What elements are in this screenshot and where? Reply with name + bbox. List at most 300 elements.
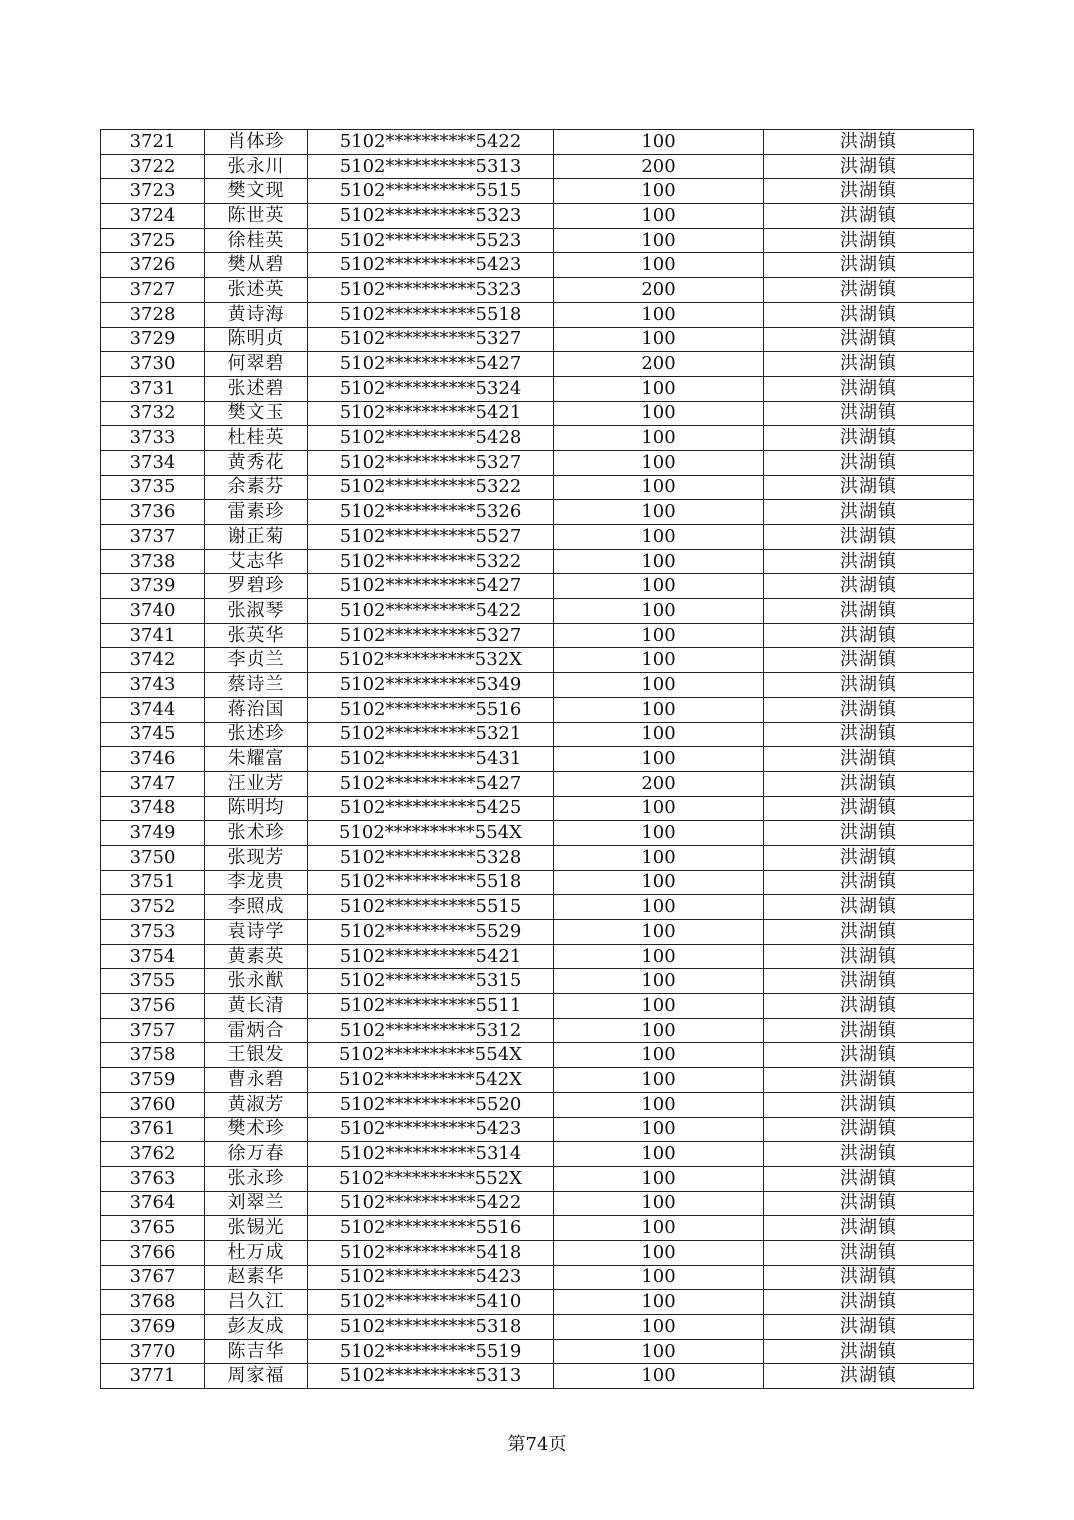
amount-cell: 200 — [554, 771, 764, 796]
town-cell: 洪湖镇 — [764, 623, 974, 648]
town-cell: 洪湖镇 — [764, 1290, 974, 1315]
name-cell: 樊术珍 — [205, 1117, 308, 1142]
id-number-cell: 5102**********5519 — [308, 1339, 554, 1364]
name-cell: 何翠碧 — [205, 352, 308, 377]
serial-cell: 3723 — [101, 179, 205, 204]
amount-cell: 100 — [554, 1315, 764, 1340]
town-cell: 洪湖镇 — [764, 1315, 974, 1340]
amount-cell: 100 — [554, 895, 764, 920]
id-number-cell: 5102**********5315 — [308, 969, 554, 994]
id-number-cell: 5102**********5422 — [308, 1191, 554, 1216]
name-cell: 朱耀富 — [205, 747, 308, 772]
amount-cell: 100 — [554, 130, 764, 155]
amount-cell: 100 — [554, 944, 764, 969]
amount-cell: 100 — [554, 1364, 764, 1389]
town-cell: 洪湖镇 — [764, 1068, 974, 1093]
id-number-cell: 5102**********5427 — [308, 574, 554, 599]
id-number-cell: 5102**********5327 — [308, 450, 554, 475]
table-row — [101, 1166, 974, 1191]
name-cell: 黄秀花 — [205, 450, 308, 475]
serial-cell: 3769 — [101, 1315, 205, 1340]
name-cell: 樊文现 — [205, 179, 308, 204]
id-number-cell: 5102**********5318 — [308, 1315, 554, 1340]
table-row — [101, 747, 974, 772]
serial-cell: 3721 — [101, 130, 205, 155]
table-row — [101, 1265, 974, 1290]
id-number-cell: 5102**********5423 — [308, 253, 554, 278]
serial-cell: 3731 — [101, 376, 205, 401]
amount-cell: 100 — [554, 845, 764, 870]
table-row — [101, 1240, 974, 1265]
table-row — [101, 920, 974, 945]
name-cell: 张永川 — [205, 154, 308, 179]
amount-cell: 100 — [554, 450, 764, 475]
town-cell: 洪湖镇 — [764, 500, 974, 525]
table-row — [101, 771, 974, 796]
amount-cell: 100 — [554, 204, 764, 229]
serial-cell: 3738 — [101, 549, 205, 574]
table-row — [101, 1191, 974, 1216]
id-number-cell: 5102**********5428 — [308, 426, 554, 451]
name-cell: 杜桂英 — [205, 426, 308, 451]
serial-cell: 3763 — [101, 1166, 205, 1191]
table-row — [101, 154, 974, 179]
serial-cell: 3736 — [101, 500, 205, 525]
name-cell: 李照成 — [205, 895, 308, 920]
name-cell: 黄素英 — [205, 944, 308, 969]
town-cell: 洪湖镇 — [764, 845, 974, 870]
table-row — [101, 130, 974, 155]
id-number-cell: 5102**********5516 — [308, 697, 554, 722]
amount-cell: 100 — [554, 920, 764, 945]
amount-cell: 100 — [554, 1265, 764, 1290]
amount-cell: 100 — [554, 574, 764, 599]
serial-cell: 3733 — [101, 426, 205, 451]
name-cell: 蔡诗兰 — [205, 673, 308, 698]
amount-cell: 100 — [554, 1043, 764, 1068]
id-number-cell: 5102**********5312 — [308, 1018, 554, 1043]
name-cell: 谢正菊 — [205, 525, 308, 550]
id-number-cell: 5102**********5518 — [308, 870, 554, 895]
town-cell: 洪湖镇 — [764, 352, 974, 377]
amount-cell: 100 — [554, 426, 764, 451]
table-row — [101, 1216, 974, 1241]
amount-cell: 100 — [554, 1339, 764, 1364]
serial-cell: 3747 — [101, 771, 205, 796]
amount-cell: 100 — [554, 500, 764, 525]
serial-cell: 3732 — [101, 401, 205, 426]
name-cell: 张英华 — [205, 623, 308, 648]
town-cell: 洪湖镇 — [764, 870, 974, 895]
name-cell: 张述碧 — [205, 376, 308, 401]
town-cell: 洪湖镇 — [764, 895, 974, 920]
amount-cell: 100 — [554, 796, 764, 821]
table-row — [101, 648, 974, 673]
town-cell: 洪湖镇 — [764, 450, 974, 475]
serial-cell: 3765 — [101, 1216, 205, 1241]
table-row — [101, 895, 974, 920]
amount-cell: 100 — [554, 253, 764, 278]
amount-cell: 100 — [554, 1068, 764, 1093]
serial-cell: 3759 — [101, 1068, 205, 1093]
name-cell: 陈明贞 — [205, 327, 308, 352]
amount-cell: 100 — [554, 623, 764, 648]
id-number-cell: 5102**********5324 — [308, 376, 554, 401]
table-row — [101, 401, 974, 426]
amount-cell: 100 — [554, 673, 764, 698]
serial-cell: 3744 — [101, 697, 205, 722]
serial-cell: 3767 — [101, 1265, 205, 1290]
id-number-cell: 5102**********5321 — [308, 722, 554, 747]
town-cell: 洪湖镇 — [764, 673, 974, 698]
serial-cell: 3735 — [101, 475, 205, 500]
serial-cell: 3727 — [101, 278, 205, 303]
amount-cell: 100 — [554, 1142, 764, 1167]
town-cell: 洪湖镇 — [764, 1117, 974, 1142]
amount-cell: 100 — [554, 1018, 764, 1043]
name-cell: 陈世英 — [205, 204, 308, 229]
serial-cell: 3743 — [101, 673, 205, 698]
page-number: 第74页 — [507, 1434, 567, 1455]
serial-cell: 3764 — [101, 1191, 205, 1216]
id-number-cell: 5102**********5349 — [308, 673, 554, 698]
town-cell: 洪湖镇 — [764, 722, 974, 747]
town-cell: 洪湖镇 — [764, 1364, 974, 1389]
id-number-cell: 5102**********5431 — [308, 747, 554, 772]
name-cell: 陈吉华 — [205, 1339, 308, 1364]
town-cell: 洪湖镇 — [764, 1142, 974, 1167]
town-cell: 洪湖镇 — [764, 796, 974, 821]
name-cell: 袁诗学 — [205, 920, 308, 945]
table-row — [101, 1018, 974, 1043]
id-number-cell: 5102**********5515 — [308, 179, 554, 204]
name-cell: 蒋治国 — [205, 697, 308, 722]
id-number-cell: 5102**********5328 — [308, 845, 554, 870]
town-cell: 洪湖镇 — [764, 327, 974, 352]
id-number-cell: 5102**********5314 — [308, 1142, 554, 1167]
serial-cell: 3748 — [101, 796, 205, 821]
table-row — [101, 1068, 974, 1093]
serial-cell: 3746 — [101, 747, 205, 772]
name-cell: 汪业芳 — [205, 771, 308, 796]
table-body — [101, 130, 974, 1389]
id-number-cell: 5102**********5527 — [308, 525, 554, 550]
town-cell: 洪湖镇 — [764, 944, 974, 969]
amount-cell: 100 — [554, 1191, 764, 1216]
table-row — [101, 969, 974, 994]
name-cell: 黄淑芳 — [205, 1092, 308, 1117]
serial-cell: 3742 — [101, 648, 205, 673]
name-cell: 樊从碧 — [205, 253, 308, 278]
name-cell: 黄长清 — [205, 994, 308, 1019]
name-cell: 陈明均 — [205, 796, 308, 821]
id-number-cell: 5102**********5427 — [308, 771, 554, 796]
table-row — [101, 352, 974, 377]
name-cell: 周家福 — [205, 1364, 308, 1389]
id-number-cell: 5102**********552X — [308, 1166, 554, 1191]
table-row — [101, 179, 974, 204]
town-cell: 洪湖镇 — [764, 1166, 974, 1191]
id-number-cell: 5102**********5323 — [308, 278, 554, 303]
name-cell: 刘翠兰 — [205, 1191, 308, 1216]
id-number-cell: 5102**********542X — [308, 1068, 554, 1093]
serial-cell: 3734 — [101, 450, 205, 475]
serial-cell: 3753 — [101, 920, 205, 945]
town-cell: 洪湖镇 — [764, 204, 974, 229]
amount-cell: 100 — [554, 1290, 764, 1315]
town-cell: 洪湖镇 — [764, 376, 974, 401]
table-row — [101, 845, 974, 870]
amount-cell: 100 — [554, 1216, 764, 1241]
name-cell: 张锡光 — [205, 1216, 308, 1241]
town-cell: 洪湖镇 — [764, 599, 974, 624]
town-cell: 洪湖镇 — [764, 475, 974, 500]
id-number-cell: 5102**********5421 — [308, 944, 554, 969]
serial-cell: 3750 — [101, 845, 205, 870]
town-cell: 洪湖镇 — [764, 401, 974, 426]
name-cell: 黄诗海 — [205, 302, 308, 327]
id-number-cell: 5102**********532X — [308, 648, 554, 673]
table-row — [101, 302, 974, 327]
table-row — [101, 944, 974, 969]
town-cell: 洪湖镇 — [764, 1092, 974, 1117]
serial-cell: 3749 — [101, 821, 205, 846]
id-number-cell: 5102**********5520 — [308, 1092, 554, 1117]
name-cell: 徐万春 — [205, 1142, 308, 1167]
town-cell: 洪湖镇 — [764, 228, 974, 253]
id-number-cell: 5102**********5515 — [308, 895, 554, 920]
amount-cell: 100 — [554, 870, 764, 895]
id-number-cell: 5102**********5326 — [308, 500, 554, 525]
amount-cell: 100 — [554, 994, 764, 1019]
table-row — [101, 376, 974, 401]
name-cell: 杜万成 — [205, 1240, 308, 1265]
serial-cell: 3754 — [101, 944, 205, 969]
id-number-cell: 5102**********5322 — [308, 549, 554, 574]
town-cell: 洪湖镇 — [764, 920, 974, 945]
amount-cell: 100 — [554, 697, 764, 722]
town-cell: 洪湖镇 — [764, 771, 974, 796]
town-cell: 洪湖镇 — [764, 525, 974, 550]
name-cell: 赵素华 — [205, 1265, 308, 1290]
table-row — [101, 228, 974, 253]
town-cell: 洪湖镇 — [764, 574, 974, 599]
serial-cell: 3737 — [101, 525, 205, 550]
table-row — [101, 327, 974, 352]
town-cell: 洪湖镇 — [764, 130, 974, 155]
serial-cell: 3726 — [101, 253, 205, 278]
id-number-cell: 5102**********5511 — [308, 994, 554, 1019]
amount-cell: 100 — [554, 327, 764, 352]
town-cell: 洪湖镇 — [764, 278, 974, 303]
table-row — [101, 1043, 974, 1068]
amount-cell: 100 — [554, 228, 764, 253]
serial-cell: 3752 — [101, 895, 205, 920]
amount-cell: 100 — [554, 969, 764, 994]
table-row — [101, 500, 974, 525]
serial-cell: 3756 — [101, 994, 205, 1019]
serial-cell: 3725 — [101, 228, 205, 253]
table-row — [101, 722, 974, 747]
name-cell: 张现芳 — [205, 845, 308, 870]
table-row — [101, 1142, 974, 1167]
id-number-cell: 5102**********5422 — [308, 130, 554, 155]
serial-cell: 3770 — [101, 1339, 205, 1364]
amount-cell: 100 — [554, 376, 764, 401]
town-cell: 洪湖镇 — [764, 1339, 974, 1364]
id-number-cell: 5102**********5322 — [308, 475, 554, 500]
table-row — [101, 426, 974, 451]
amount-cell: 100 — [554, 722, 764, 747]
name-cell: 李贞兰 — [205, 648, 308, 673]
name-cell: 肖体珍 — [205, 130, 308, 155]
amount-cell: 100 — [554, 648, 764, 673]
table-row — [101, 1092, 974, 1117]
town-cell: 洪湖镇 — [764, 747, 974, 772]
serial-cell: 3762 — [101, 1142, 205, 1167]
town-cell: 洪湖镇 — [764, 253, 974, 278]
serial-cell: 3751 — [101, 870, 205, 895]
town-cell: 洪湖镇 — [764, 179, 974, 204]
id-number-cell: 5102**********554X — [308, 1043, 554, 1068]
amount-cell: 200 — [554, 352, 764, 377]
name-cell: 张述珍 — [205, 722, 308, 747]
table-row — [101, 450, 974, 475]
name-cell: 雷炳合 — [205, 1018, 308, 1043]
table-row — [101, 1364, 974, 1389]
table-row — [101, 278, 974, 303]
town-cell: 洪湖镇 — [764, 1191, 974, 1216]
id-number-cell: 5102**********5425 — [308, 796, 554, 821]
name-cell: 李龙贵 — [205, 870, 308, 895]
table-row — [101, 697, 974, 722]
id-number-cell: 5102**********5313 — [308, 1364, 554, 1389]
table-row — [101, 1315, 974, 1340]
table-row — [101, 253, 974, 278]
name-cell: 艾志华 — [205, 549, 308, 574]
serial-cell: 3758 — [101, 1043, 205, 1068]
name-cell: 曹永碧 — [205, 1068, 308, 1093]
id-number-cell: 5102**********5323 — [308, 204, 554, 229]
id-number-cell: 5102**********5327 — [308, 327, 554, 352]
amount-cell: 100 — [554, 1117, 764, 1142]
name-cell: 张永猷 — [205, 969, 308, 994]
town-cell: 洪湖镇 — [764, 994, 974, 1019]
name-cell: 罗碧珍 — [205, 574, 308, 599]
name-cell: 雷素珍 — [205, 500, 308, 525]
id-number-cell: 5102**********5421 — [308, 401, 554, 426]
table-row — [101, 1117, 974, 1142]
town-cell: 洪湖镇 — [764, 1265, 974, 1290]
id-number-cell: 5102**********5418 — [308, 1240, 554, 1265]
table-row — [101, 821, 974, 846]
town-cell: 洪湖镇 — [764, 697, 974, 722]
table-row — [101, 1290, 974, 1315]
name-cell: 张述英 — [205, 278, 308, 303]
name-cell: 王银发 — [205, 1043, 308, 1068]
serial-cell: 3757 — [101, 1018, 205, 1043]
name-cell: 张术珍 — [205, 821, 308, 846]
id-number-cell: 5102**********5427 — [308, 352, 554, 377]
id-number-cell: 5102**********5529 — [308, 920, 554, 945]
id-number-cell: 5102**********5423 — [308, 1117, 554, 1142]
table-row — [101, 599, 974, 624]
name-cell: 张淑琴 — [205, 599, 308, 624]
amount-cell: 200 — [554, 154, 764, 179]
name-cell: 吕久江 — [205, 1290, 308, 1315]
name-cell: 徐桂英 — [205, 228, 308, 253]
town-cell: 洪湖镇 — [764, 549, 974, 574]
town-cell: 洪湖镇 — [764, 821, 974, 846]
name-cell: 樊文玉 — [205, 401, 308, 426]
id-number-cell: 5102**********5313 — [308, 154, 554, 179]
town-cell: 洪湖镇 — [764, 969, 974, 994]
table-row — [101, 994, 974, 1019]
amount-cell: 100 — [554, 475, 764, 500]
serial-cell: 3729 — [101, 327, 205, 352]
serial-cell: 3761 — [101, 1117, 205, 1142]
amount-cell: 200 — [554, 278, 764, 303]
town-cell: 洪湖镇 — [764, 426, 974, 451]
serial-cell: 3724 — [101, 204, 205, 229]
amount-cell: 100 — [554, 302, 764, 327]
serial-cell: 3722 — [101, 154, 205, 179]
town-cell: 洪湖镇 — [764, 648, 974, 673]
id-number-cell: 5102**********5516 — [308, 1216, 554, 1241]
serial-cell: 3730 — [101, 352, 205, 377]
serial-cell: 3739 — [101, 574, 205, 599]
amount-cell: 100 — [554, 599, 764, 624]
amount-cell: 100 — [554, 1092, 764, 1117]
serial-cell: 3740 — [101, 599, 205, 624]
amount-cell: 100 — [554, 1166, 764, 1191]
town-cell: 洪湖镇 — [764, 154, 974, 179]
town-cell: 洪湖镇 — [764, 1240, 974, 1265]
id-number-cell: 5102**********5523 — [308, 228, 554, 253]
serial-cell: 3741 — [101, 623, 205, 648]
table-row — [101, 549, 974, 574]
town-cell: 洪湖镇 — [764, 1216, 974, 1241]
serial-cell: 3768 — [101, 1290, 205, 1315]
id-number-cell: 5102**********5422 — [308, 599, 554, 624]
id-number-cell: 5102**********5423 — [308, 1265, 554, 1290]
amount-cell: 100 — [554, 821, 764, 846]
name-cell: 张永珍 — [205, 1166, 308, 1191]
id-number-cell: 5102**********5327 — [308, 623, 554, 648]
id-number-cell: 5102**********5410 — [308, 1290, 554, 1315]
amount-cell: 100 — [554, 401, 764, 426]
name-cell: 彭友成 — [205, 1315, 308, 1340]
table-row — [101, 870, 974, 895]
amount-cell: 100 — [554, 1240, 764, 1265]
id-number-cell: 5102**********554X — [308, 821, 554, 846]
data-table — [100, 129, 974, 1389]
id-number-cell: 5102**********5518 — [308, 302, 554, 327]
serial-cell: 3745 — [101, 722, 205, 747]
table-row — [101, 673, 974, 698]
serial-cell: 3760 — [101, 1092, 205, 1117]
amount-cell: 100 — [554, 525, 764, 550]
amount-cell: 100 — [554, 549, 764, 574]
table-row — [101, 525, 974, 550]
name-cell: 余素芬 — [205, 475, 308, 500]
table-row — [101, 623, 974, 648]
serial-cell: 3766 — [101, 1240, 205, 1265]
amount-cell: 100 — [554, 179, 764, 204]
table-row — [101, 574, 974, 599]
serial-cell: 3728 — [101, 302, 205, 327]
amount-cell: 100 — [554, 747, 764, 772]
